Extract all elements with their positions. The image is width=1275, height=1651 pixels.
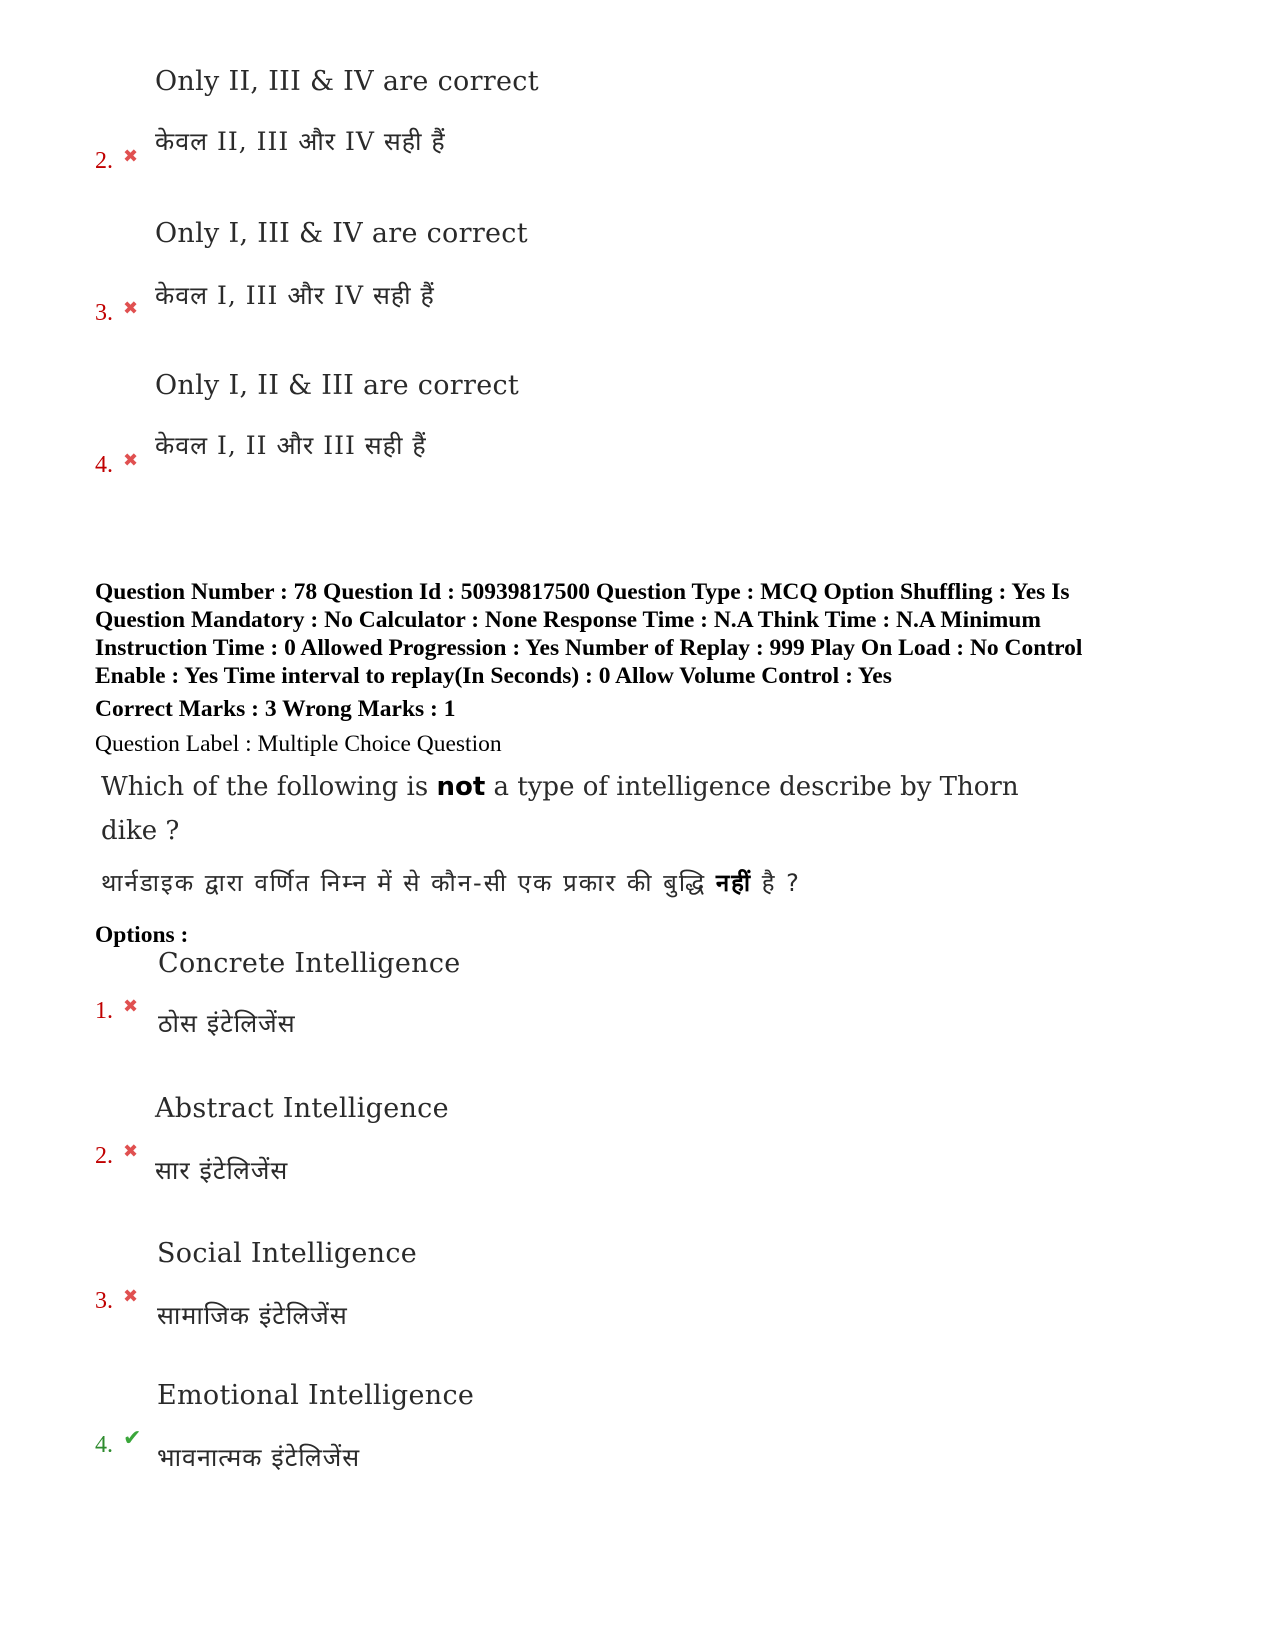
cross-icon: ✖ (123, 450, 139, 471)
option-number: 3. (95, 300, 113, 326)
option-number: 4. (95, 1432, 113, 1458)
option-number: 2. (95, 148, 113, 174)
option-text-hi: ठोस इंटेलिजेंस (158, 1009, 296, 1038)
option-text-en: Abstract Intelligence (155, 1093, 449, 1124)
option-number: 4. (95, 452, 113, 478)
option-number: 3. (95, 1288, 113, 1314)
option-text-en: Emotional Intelligence (157, 1380, 475, 1411)
option-text-hi: सार इंटेलिजेंस (155, 1156, 289, 1185)
question-text-part: थार्नडाइक द्वारा वर्णित निम्न में से कौन-सी एक प्रकार की बुद्धि (101, 869, 716, 897)
question-meta (95, 578, 1195, 690)
option-text-hi: केवल I, III और IV सही हैं (155, 281, 435, 310)
question-text-bold: not (436, 772, 486, 802)
cross-icon: ✖ (123, 146, 139, 167)
cross-icon: ✖ (123, 1141, 139, 1162)
meta-line: Question Number : 78 Question Id : 50939817500 Question Type : MCQ Option Shuffling : Yes Is (95, 579, 1070, 605)
meta-line: Question Mandatory : No Calculator : None Response Time : N.A Think Time : N.A Minimum (95, 607, 1041, 633)
option-text-hi: भावनात्मक इंटेलिजेंस (157, 1443, 361, 1472)
prev-option-3 (95, 214, 1195, 334)
option-text-en: Concrete Intelligence (158, 948, 461, 979)
option-number: 1. (95, 998, 113, 1024)
question-text-part: a type of intelligence describe by Thorn (485, 772, 1019, 802)
option-text-hi: सामाजिक इंटेलिजेंस (157, 1301, 348, 1330)
option-3 (95, 1238, 1195, 1338)
meta-line: Enable : Yes Time interval to replay(In Seconds) : 0 Allow Volume Control : Yes (95, 663, 892, 689)
option-text-en: Social Intelligence (157, 1238, 418, 1269)
question-text-hi (101, 866, 1101, 899)
question-marks: Correct Marks : 3 Wrong Marks : 1 (95, 696, 456, 722)
option-number: 2. (95, 1143, 113, 1169)
question-text-part: है ? (752, 869, 801, 897)
option-text-en: Only I, III & IV are correct (155, 218, 528, 249)
meta-line: Instruction Time : 0 Allowed Progression : Yes Number of Replay : 999 Play On Load : No Control (95, 635, 1083, 661)
option-text-en: Only I, II & III are correct (155, 370, 520, 401)
question-label: Question Label : Multiple Choice Question (95, 731, 502, 757)
prev-option-4 (95, 366, 1195, 486)
options-heading: Options : (95, 922, 189, 948)
question-text-part: dike ? (101, 816, 180, 846)
prev-option-2 (95, 62, 1195, 182)
cross-icon: ✖ (123, 1286, 139, 1307)
option-2 (95, 1093, 1195, 1193)
cross-icon: ✖ (123, 298, 139, 319)
option-text-hi: केवल I, II और III सही हैं (155, 431, 427, 460)
cross-icon: ✖ (123, 996, 139, 1017)
question-text-part: Which of the following is (101, 772, 437, 802)
option-1 (95, 948, 1195, 1048)
question-text-bold: नहीं (715, 869, 753, 897)
option-text-hi: केवल II, III और IV सही हैं (155, 127, 446, 156)
check-icon: ✔ (123, 1426, 142, 1451)
option-text-en: Only II, III & IV are correct (155, 66, 539, 97)
question-text-en (101, 765, 1101, 853)
option-4 (95, 1380, 1195, 1480)
